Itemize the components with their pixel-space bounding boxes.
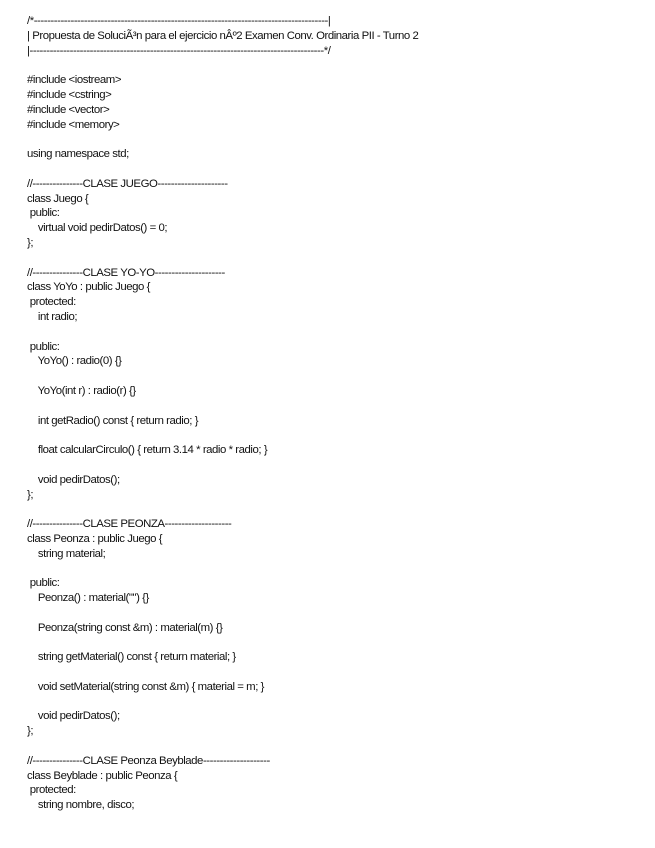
code-line: class Beyblade : public Peonza { — [27, 769, 178, 782]
code-line: public: — [27, 577, 60, 590]
code-line: Peonza() : material("") {} — [27, 592, 149, 605]
code-line: using namespace std; — [27, 148, 129, 161]
blank-line — [27, 369, 647, 384]
blank-line — [27, 399, 647, 414]
code-line: void pedirDatos(); — [27, 710, 120, 723]
code-line: }; — [27, 236, 34, 249]
code-line: //---------------CLASE PEONZA-------------------- — [27, 518, 232, 531]
blank-line — [27, 635, 647, 650]
code-line: virtual void pedirDatos() = 0; — [27, 222, 168, 235]
code-line: #include <vector> — [27, 103, 110, 116]
code-line: /*----------------------------------------------------------------------------------------| — [27, 15, 331, 27]
blank-line — [27, 58, 647, 73]
code-line: #include <iostream> — [27, 74, 122, 87]
code-line: //---------------CLASE YO-YO--------------------- — [27, 266, 225, 279]
code-line: float calcularCirculo() { return 3.14 * radio * radio; } — [27, 444, 268, 457]
blank-line — [27, 162, 647, 177]
code-line: public: — [27, 207, 60, 220]
code-line: YoYo(int r) : radio(r) {} — [27, 384, 136, 397]
blank-line — [27, 561, 647, 576]
code-line: string nombre, disco; — [27, 799, 135, 812]
code-line: #include <cstring> — [27, 88, 112, 101]
code-line: |----------------------------------------------------------------------------------------*/ — [27, 44, 331, 57]
blank-line — [27, 428, 647, 443]
code-line: #include <memory> — [27, 118, 120, 131]
blank-line — [27, 502, 647, 517]
code-line: }; — [27, 725, 34, 738]
blank-line — [27, 132, 647, 147]
code-line: protected: — [27, 296, 76, 309]
blank-line — [27, 458, 647, 473]
code-line: string getMaterial() const { return material; } — [27, 651, 236, 664]
blank-line — [27, 251, 647, 266]
code-document — [27, 14, 647, 813]
code-line: Peonza(string const &m) : material(m) {} — [27, 621, 223, 634]
code-line: YoYo() : radio(0) {} — [27, 355, 122, 368]
code-line: class YoYo : public Juego { — [27, 281, 150, 294]
code-line: int radio; — [27, 310, 78, 323]
code-line: }; — [27, 488, 34, 501]
blank-line — [27, 606, 647, 621]
blank-line — [27, 695, 647, 710]
code-line: void setMaterial(string const &m) { material = m; } — [27, 680, 265, 693]
code-line: public: — [27, 340, 60, 353]
blank-line — [27, 325, 647, 340]
code-line: class Peonza : public Juego { — [27, 532, 163, 545]
code-line: protected: — [27, 784, 76, 797]
code-line: //---------------CLASE JUEGO--------------------- — [27, 177, 228, 190]
code-line: //---------------CLASE Peonza Beyblade-------------------- — [27, 754, 270, 767]
code-line: void pedirDatos(); — [27, 473, 120, 486]
blank-line — [27, 739, 647, 754]
code-line: int getRadio() const { return radio; } — [27, 414, 199, 427]
blank-line — [27, 665, 647, 680]
code-line: string material; — [27, 547, 106, 560]
code-line: | Propuesta de SoluciÃ³n para el ejercicio nÂº2 Examen Conv. Ordinaria PII - Turno 2 — [27, 29, 419, 42]
code-line: class Juego { — [27, 192, 89, 205]
